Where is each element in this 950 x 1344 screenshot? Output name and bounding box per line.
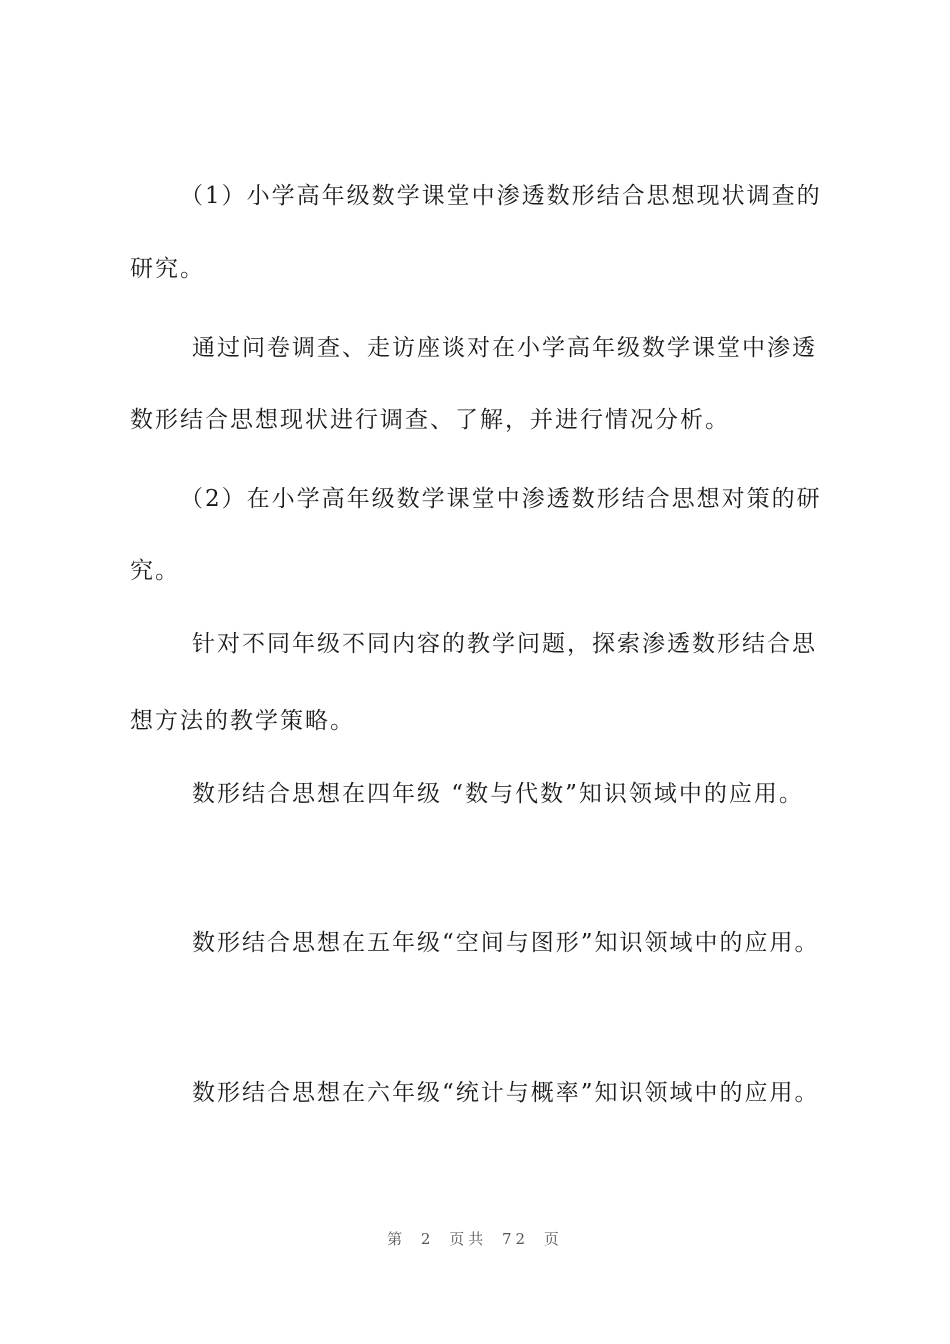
paragraph-4-line-2: 想方法的教学策略。: [130, 708, 355, 734]
paragraph-6-line-1: 数形结合思想在五年级“空间与图形”知识领域中的应用。: [192, 930, 820, 956]
paragraph-1-line-2: 研究。: [130, 256, 205, 282]
paragraph-3-line-1: （2）在小学高年级数学课堂中渗透数形结合思想对策的研: [180, 486, 822, 512]
paragraph-4-line-1: 针对不同年级不同内容的教学问题，探索渗透数形结合思: [192, 631, 817, 657]
paragraph-2-line-1: 通过问卷调查、走访座谈对在小学高年级数学课堂中渗透: [192, 335, 817, 361]
paragraph-7-line-1: 数形结合思想在六年级“统计与概率”知识领域中的应用。: [192, 1080, 820, 1106]
paragraph-2-line-2: 数形结合思想现状进行调查、了解，并进行情况分析。: [130, 407, 730, 433]
paragraph-5-line-1: 数形结合思想在四年级 “数与代数”知识领域中的应用。: [192, 781, 804, 807]
paragraph-3-line-2: 究。: [130, 558, 180, 584]
page-number-footer: 第 2 页共 72 页: [387, 1230, 563, 1248]
paragraph-1-line-1: （1）小学高年级数学课堂中渗透数形结合思想现状调查的: [180, 183, 822, 209]
